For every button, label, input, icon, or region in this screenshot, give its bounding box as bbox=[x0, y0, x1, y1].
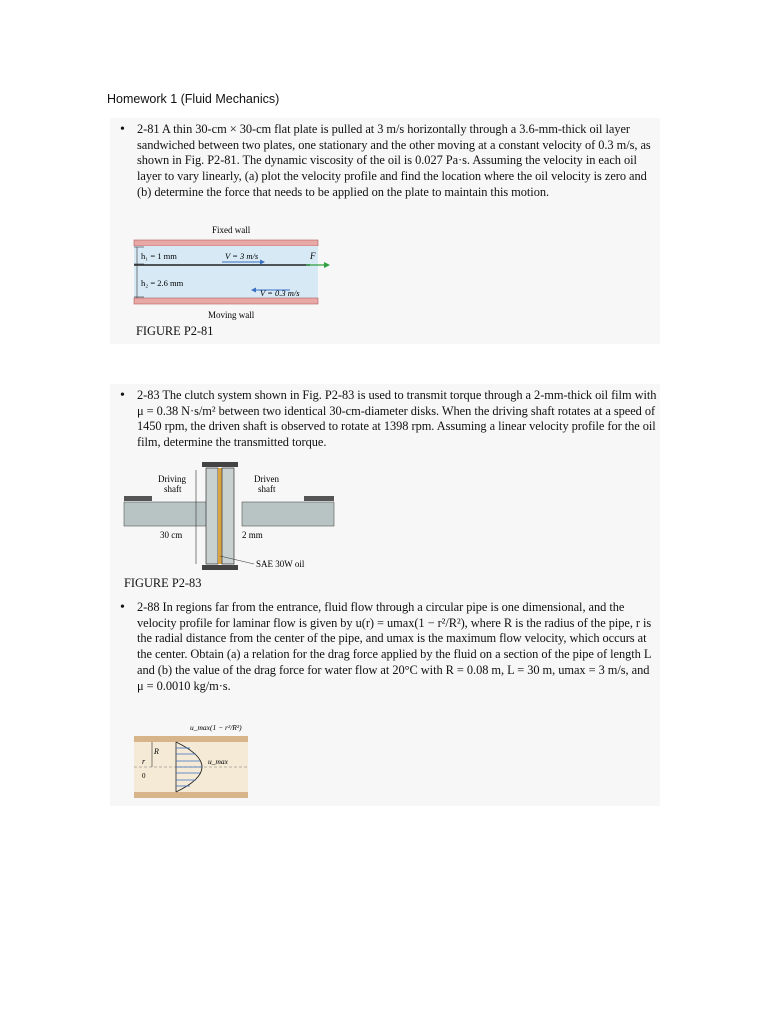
r-label: r bbox=[142, 757, 146, 766]
figure-p2-88 bbox=[132, 712, 252, 804]
bullet-icon: • bbox=[120, 600, 125, 615]
oil-label: SAE 30W oil bbox=[256, 559, 305, 569]
moving-wall bbox=[134, 298, 318, 304]
radius-label: R bbox=[154, 747, 159, 756]
pipe-wall-top bbox=[134, 736, 248, 742]
housing-top bbox=[202, 462, 238, 467]
driving-label-2: shaft bbox=[164, 484, 182, 494]
figure-p2-83 bbox=[122, 460, 336, 580]
bearing-left bbox=[124, 496, 152, 501]
driving-shaft bbox=[124, 502, 212, 526]
problem-text: 2-81 A thin 30-cm × 30-cm flat plate is pulled at 3 m/s horizontally through a 3.6-mm-thick oil layer sandwiched between two plates, one stationary and the other moving at a constant velocity of 0.3 m/s, as shown in Fig. P2-81. The dynamic viscosity of the oil is 0.027 Pa·s. Assuming the velocity in each oil layer to vary linearly, (a) plot the velocity profile and find the location where the oil velocity is zero and (b) determine the force that needs to be applied on the plate to maintain this motion. bbox=[137, 122, 651, 199]
driving-disk bbox=[206, 468, 218, 564]
figure-caption: FIGURE P2-83 bbox=[124, 576, 202, 590]
problem-2-83 bbox=[110, 384, 660, 594]
driven-label-1: Driven bbox=[254, 474, 279, 484]
figure-p2-81 bbox=[130, 220, 330, 320]
origin-label: 0 bbox=[142, 772, 146, 780]
profile-label: u_max(1 − r²/R²) bbox=[190, 723, 242, 732]
driving-label-1: Driving bbox=[158, 474, 186, 484]
figure-caption: FIGURE P2-81 bbox=[136, 324, 214, 338]
driven-disk bbox=[222, 468, 234, 564]
force-label: F bbox=[310, 251, 316, 261]
moving-wall-label: Moving wall bbox=[208, 310, 255, 320]
fixed-wall-label: Fixed wall bbox=[212, 225, 251, 235]
plate-velocity-label: V = 3 m/s bbox=[225, 251, 259, 261]
h2-label: h₂ = 2.6 mm bbox=[141, 278, 184, 288]
fixed-wall bbox=[134, 240, 318, 246]
driven-label-2: shaft bbox=[258, 484, 276, 494]
oil-film bbox=[218, 468, 222, 564]
housing-bottom bbox=[202, 565, 238, 570]
gap-label: 2 mm bbox=[242, 530, 263, 540]
bullet-icon: • bbox=[120, 122, 125, 137]
pipe-wall-bottom bbox=[134, 792, 248, 798]
diameter-label: 30 cm bbox=[160, 530, 183, 540]
umax-label: u_max bbox=[208, 757, 228, 766]
page-title: Homework 1 (Fluid Mechanics) bbox=[107, 92, 280, 106]
h1-label: h₁ = 1 mm bbox=[141, 251, 177, 261]
problem-text: 2-88 In regions far from the entrance, fluid flow through a circular pipe is one dimensional, and the velocity profile for laminar flow is given by u(r) = umax(1 − r²/R²), where R is the radius of the pipe, r is the radial distance from the center of the pipe, and umax is the maximum flow velocity, which occurs at the center. Obtain (a) a relation for the drag force applied by the fluid on a section of the pipe of length L and (b) the value of the drag force for water flow at 20°C with R = 0.08 m, L = 30 m, umax = 3 m/s, and μ = 0.0010 kg/m·s. bbox=[137, 600, 652, 693]
problem-2-81 bbox=[110, 118, 660, 344]
problem-2-88 bbox=[110, 594, 660, 806]
bullet-icon: • bbox=[120, 388, 125, 403]
wall-velocity-label: V = 0.3 m/s bbox=[260, 288, 300, 298]
driven-shaft bbox=[242, 502, 334, 526]
problem-text: 2-83 The clutch system shown in Fig. P2-83 is used to transmit torque through a 2-mm-thick oil film with μ = 0.38 N·s/m² between two identical 30-cm-diameter disks. When the driving shaft rotates at a speed of 1450 rpm, the driven shaft is observed to rotate at 1398 rpm. Assuming a linear velocity profile for the oil film, determine the transmitted torque. bbox=[137, 388, 657, 450]
bearing-right bbox=[304, 496, 334, 501]
